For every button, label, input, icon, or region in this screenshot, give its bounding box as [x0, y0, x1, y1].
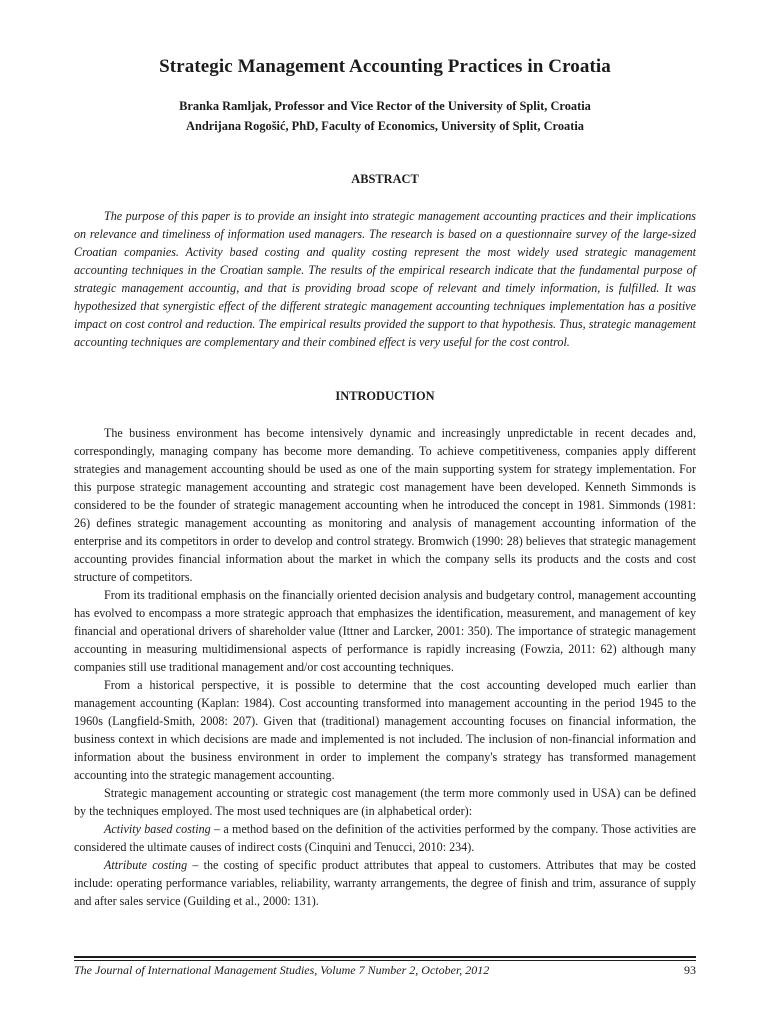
author-line-2: Andrijana Rogošić, PhD, Faculty of Economics, University of Split, Croatia: [186, 119, 584, 133]
term-name: Activity based costing: [104, 822, 211, 836]
abstract-heading: ABSTRACT: [351, 172, 419, 186]
term-name: Attribute costing: [104, 858, 188, 872]
journal-citation: The Journal of International Management Studies, Volume 7 Number 2, October, 2012: [74, 963, 490, 977]
term-definition: [74, 820, 696, 856]
paper-title: Strategic Management Accounting Practices in Croatia: [159, 56, 611, 77]
term-description: – the costing of specific product attributes that appeal to customers. Attributes that may be costed include: operating performance variables, reliability, warranty arrangements, the degree of finish and trim, assurance of supply and after sales service (Guilding et al., 2000: 131).: [74, 858, 696, 908]
introduction-body: [74, 424, 696, 910]
term-definition: [74, 856, 696, 910]
introduction-heading: INTRODUCTION: [335, 389, 435, 403]
paragraph: Strategic management accounting or strategic cost management (the term more commonly used in USA) can be defined by the techniques employed. The most used techniques are (in alphabetical order):: [74, 786, 696, 818]
abstract-text: The purpose of this paper is to provide an insight into strategic management accounting practices and their implications on relevance and timeliness of information used managers. The research is based on a questionnaire survey of the large-sized Croatian companies. Activity based costing and quality costing represent the most widely used strategic management accounting techniques in the Croatian sample. The results of the empirical research indicate that the fundamental purpose of strategic management accountig, and that is providing broad scope of relevant and timely information, is fulfilled. It was hypothesized that synergistic effect of the different strategic management accounting techniques implementation has a positive impact on cost control and reduction. The empirical results provided the support to that hypothesis. Thus, strategic management accounting techniques are complementary and their combined effect is very useful for the cost control.: [74, 209, 696, 349]
author-line-1: Branka Ramljak, Professor and Vice Rector of the University of Split, Croatia: [179, 99, 591, 113]
paragraph: From its traditional emphasis on the financially oriented decision analysis and budgetary control, management accounting has evolved to encompass a more strategic approach that emphasizes the identification, measurement, and management of key financial and operational drivers of shareholder value (Ittner and Larcker, 2001: 350). The importance of strategic management accounting in measuring multidimensional aspects of performance is rapidly increasing (Fowzia, 2011: 62) although many companies still use traditional management and/or cost accounting techniques.: [74, 588, 696, 674]
footer-rule-thin: [74, 960, 696, 961]
page-footer: [74, 963, 696, 979]
page-number: 93: [684, 963, 696, 977]
paragraph: From a historical perspective, it is possible to determine that the cost accounting developed much earlier than management accounting (Kaplan: 1984). Cost accounting transformed into management accounting in the period 1945 to the 1960s (Langfield-Smith, 2008: 207). Given that (traditional) management accounting focuses on financial information, the business context in which decisions are made and implemented is not included. The inclusion of non-financial information and information about the business environment in order to implement the company's strategy has transformed management accounting into the strategic management accounting.: [74, 678, 696, 782]
term-description: – a method based on the definition of the activities performed by the company. Those activities are considered the ultimate causes of indirect costs (Cinquini and Tenucci, 2010: 234).: [74, 822, 696, 854]
paragraph: The business environment has become intensively dynamic and increasingly unpredictable in recent decades and, correspondingly, managing company has become more demanding. To achieve competitiveness, companies apply different strategies and management accounting should be used as one of the main supporting system for strategy implementation. For this purpose strategic management accounting and strategic cost management have been developed. Kenneth Simmonds is considered to be the founder of strategic management accounting when he introduced the concept in 1981. Simmonds (1981: 26) defines strategic management accounting as monitoring and analysis of management accounting information of the enterprise and its competitors in order to develop and control strategy. Bromwich (1990: 28) believes that strategic management accounting provides financial information about the market in which the company sells its products and the costs and cost structure of competitors.: [74, 426, 696, 584]
footer-rule-thick: [74, 956, 696, 958]
